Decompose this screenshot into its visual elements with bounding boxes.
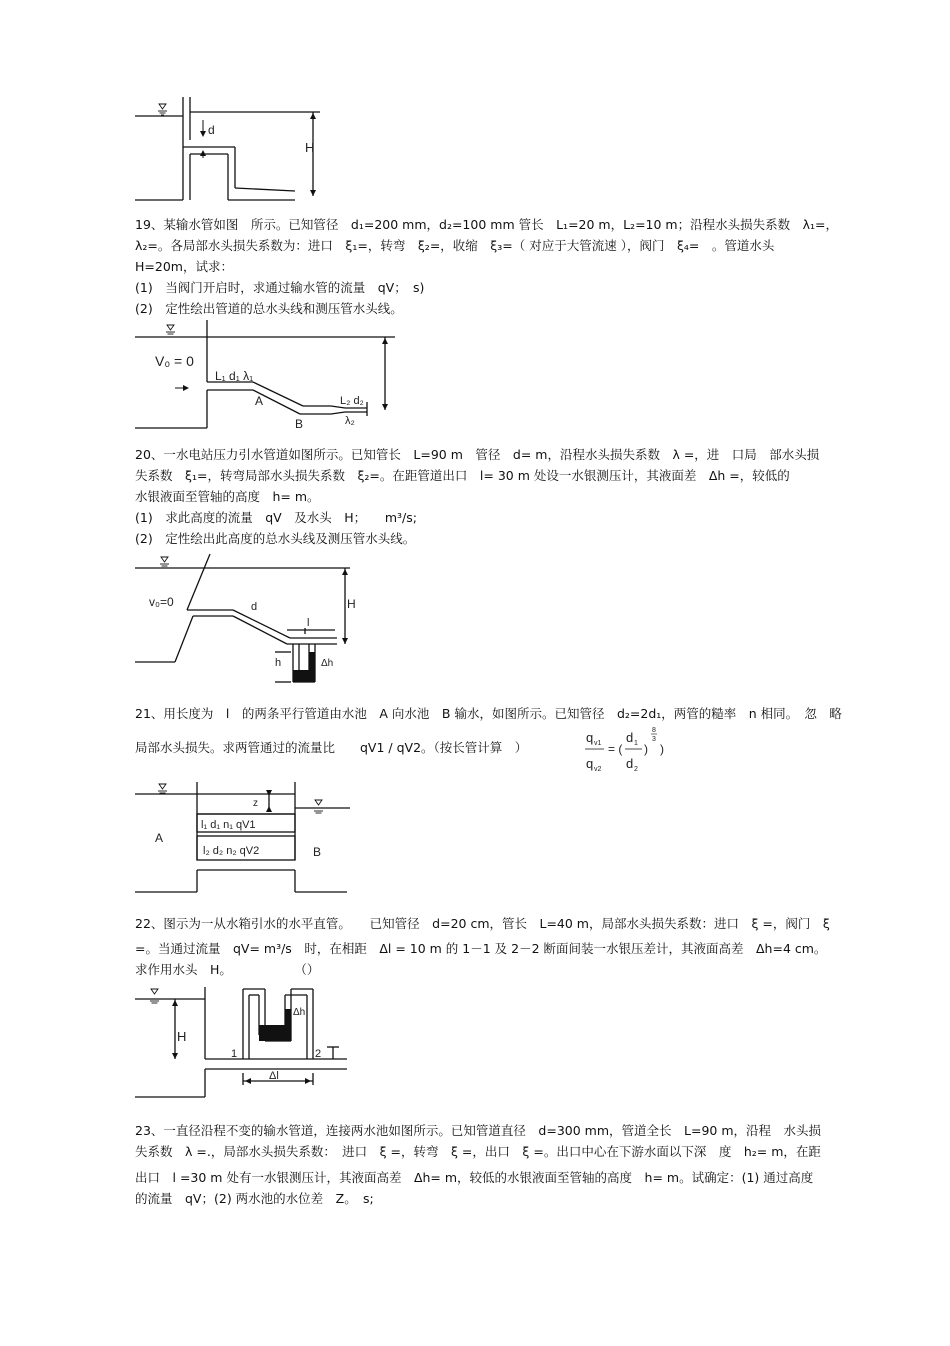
svg-text:2: 2 (634, 766, 638, 773)
water-level-icon (150, 989, 159, 1003)
label-z: z (253, 798, 258, 809)
svg-text:): ) (660, 742, 664, 756)
svg-text:d: d (626, 730, 634, 745)
label-pipe2: l₂ d₂ n₂ qV2 (203, 845, 260, 857)
label-delta-h: Δh (321, 658, 334, 669)
svg-text:v2: v2 (594, 766, 602, 773)
water-level-icon (158, 104, 167, 115)
question-22: 22、图示为一从水箱引水的水平直管。 已知管径 d=20 cm，管长 L=40 m，局部水头损失系数：进口 ξ =，阀门 ξ =。当通过流量 qV= m³/s 时，在相距 Δl = 10 m 的 1－1 及 2－2 断面间装一水银压差计，其液面高差 Δh=4 cm。 求作用水头 H。 （） (135, 916, 830, 977)
label-B: B (295, 417, 304, 431)
figure-q19-pipeline (135, 320, 405, 430)
label-B: B (313, 845, 322, 859)
label-A: A (155, 831, 164, 845)
label-seg1: L₁ d₁ λ₁ (215, 369, 254, 383)
figure-q21-parallel-pipes (135, 780, 350, 900)
formula-flow-ratio (580, 724, 680, 776)
svg-text:q: q (586, 730, 594, 745)
label-H: H (347, 597, 356, 611)
question-21: 21、用长度为 l 的两条平行管道由水池 A 向水池 B 输水，如图所示。已知管径 d₂=2d₁，两管的糙率 n 相同。 忽 略 局部水头损失。求两管通过的流量比 qV1 / qV2。（按长管计算 ） (135, 706, 842, 755)
svg-text:3: 3 (652, 736, 656, 743)
water-level-icon (158, 784, 167, 793)
water-level-icon (160, 557, 169, 566)
figure-q18-tank-pipe (135, 92, 345, 204)
label-d: d (251, 601, 258, 613)
question-20: 20、一水电站压力引水管道如图所示。已知管长 L=90 m 管径 d= m，沿程水头损失系数 λ =，进 口局 部水头损 失系数 ξ₁=，转弯局部水头损失系数 ξ₂=。在距管道出口 l= 30 m 处设一水银测压计，其液面差 Δh =，较低的 水银液面至管轴的高度 h= m。 (1) 求此高度的流量 qV 及水头 H； m³/s; (2) 定性绘出此高度的总水头线及测压管水头线。 (135, 447, 820, 546)
water-level-icon (166, 325, 175, 334)
label-section-1: 1 (231, 1048, 238, 1060)
svg-text:v1: v1 (594, 740, 602, 747)
svg-text:1: 1 (634, 740, 638, 747)
svg-text:= (: = ( (608, 742, 623, 756)
label-pipe1: l₁ d₁ n₁ qV1 (201, 819, 256, 831)
svg-text:8: 8 (652, 727, 656, 734)
label-h: h (275, 657, 282, 669)
svg-text:d: d (626, 756, 634, 771)
water-level-icon (314, 800, 323, 813)
label-v0: V₀ = 0 (155, 353, 194, 369)
question-19: 19、某输水管如图 所示。已知管径 d₁=200 mm，d₂=100 mm 管长 L₁=20 m，L₂=10 m；沿程水头损失系数 λ₁=， λ₂=。各局部水头损失系数为：进口 ξ₁=，转弯 ξ₂=，收缩 ξ₃=（ 对应于大管流速 ），阀门 ξ₄= 。管道水头 H=20m，试求： (1) 当阀门开启时，求通过输水管的流量 qV； s) (2) 定性绘出管道的总水头线和测压管水头线。 (135, 217, 838, 316)
question-23: 23、一直径沿程不变的输水管道，连接两水池如图所示。已知管道直径 d=300 mm，管道全长 L=90 m，沿程 水头损 失系数 λ =.，局部水头损失系数： 进口 ξ =，转弯 ξ =，出口 ξ =。出口中心在下游水面以下深 度 h₂= m，在距 出口 l =30 m 处有一水银测压计，其液面高差 Δh= m，较低的水银液面至管轴的高度 h= m。试确定：(1) 通过高度 的流量 qV；(2) 两水池的水位差 Z。 s; (135, 1123, 821, 1206)
label-delta-l: Δl (269, 1070, 279, 1082)
label-d: d (208, 123, 215, 137)
label-H: H (177, 1029, 187, 1044)
figure-q20-penstock (135, 552, 365, 692)
svg-text:q: q (586, 756, 594, 771)
label-delta-h: Δh (293, 1007, 306, 1018)
label-H: H (305, 140, 315, 155)
label-l: l (307, 617, 310, 629)
label-section-2: 2 (315, 1048, 322, 1060)
label-A: A (255, 394, 264, 408)
label-seg2: L₂ d₂ (340, 395, 364, 407)
svg-text:): ) (644, 742, 648, 756)
figure-q22-horizontal-pipe (135, 985, 350, 1105)
label-v0: v₀=0 (149, 595, 174, 609)
label-lambda2: λ₂ (345, 415, 355, 427)
